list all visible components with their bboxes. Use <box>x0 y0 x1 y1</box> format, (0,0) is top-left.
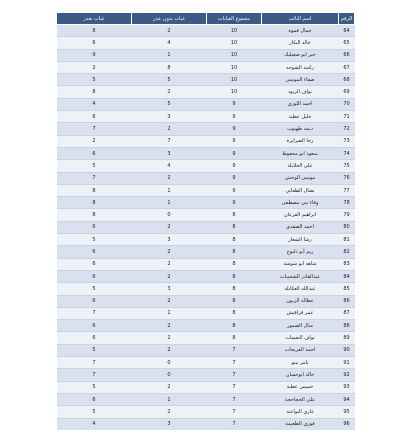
table-row <box>57 246 355 258</box>
cell-total: 9 <box>207 135 262 147</box>
table-row <box>57 258 355 270</box>
cell-with-excuse: 7 <box>57 307 132 319</box>
cell-name: خليل عطية <box>262 111 339 123</box>
table-row <box>57 418 355 430</box>
cell-name: صفاء المومني <box>262 74 339 86</box>
cell-name: غازي البواعنة <box>262 406 339 418</box>
cell-num: 79 <box>339 209 355 221</box>
table-row <box>57 197 355 209</box>
cell-name: خميس عطية <box>262 381 339 393</box>
cell-num: 93 <box>339 381 355 393</box>
table-row <box>57 172 355 184</box>
cell-name: نواف النعيمات <box>262 332 339 344</box>
absence-table <box>56 12 355 430</box>
cell-name: رجا الصرايرة <box>262 135 339 147</box>
cell-no-excuse: 2 <box>132 258 207 270</box>
cell-with-excuse: 6 <box>57 37 132 49</box>
cell-with-excuse: 6 <box>57 393 132 405</box>
cell-num: 76 <box>339 172 355 184</box>
cell-name: نضال الطعاني <box>262 184 339 196</box>
cell-total: 8 <box>207 209 262 221</box>
cell-no-excuse: 2 <box>132 320 207 332</box>
cell-num: 64 <box>339 25 355 37</box>
cell-with-excuse: 5 <box>57 160 132 172</box>
cell-total: 9 <box>207 123 262 135</box>
cell-name: ديمه طهبوب <box>262 123 339 135</box>
cell-with-excuse: 4 <box>57 98 132 110</box>
cell-total: 8 <box>207 234 262 246</box>
table-row <box>57 393 355 405</box>
cell-num: 69 <box>339 86 355 98</box>
cell-no-excuse: 2 <box>132 381 207 393</box>
cell-with-excuse: 2 <box>57 135 132 147</box>
table-header <box>57 13 355 25</box>
cell-with-excuse: 6 <box>57 295 132 307</box>
cell-total: 7 <box>207 393 262 405</box>
cell-with-excuse: 5 <box>57 344 132 356</box>
cell-no-excuse: 3 <box>132 234 207 246</box>
cell-num: 66 <box>339 49 355 61</box>
table-row <box>57 344 355 356</box>
cell-no-excuse: 1 <box>132 393 207 405</box>
cell-no-excuse: 1 <box>132 184 207 196</box>
cell-no-excuse: 0 <box>132 369 207 381</box>
cell-total: 8 <box>207 295 262 307</box>
cell-total: 10 <box>207 37 262 49</box>
table-row <box>57 111 355 123</box>
cell-num: 92 <box>339 369 355 381</box>
cell-total: 9 <box>207 184 262 196</box>
table-row <box>57 283 355 295</box>
cell-total: 7 <box>207 357 262 369</box>
cell-num: 90 <box>339 344 355 356</box>
cell-no-excuse: 0 <box>132 209 207 221</box>
cell-num: 94 <box>339 393 355 405</box>
cell-no-excuse: 3 <box>132 111 207 123</box>
table-row <box>57 270 355 282</box>
cell-no-excuse: 1 <box>132 49 207 61</box>
cell-name: عطالة الزبون <box>262 295 339 307</box>
cell-no-excuse: 2 <box>132 86 207 98</box>
table-row <box>57 184 355 196</box>
cell-name: عمر قراقيش <box>262 307 339 319</box>
cell-name: علي الخلايلة <box>262 160 339 172</box>
cell-with-excuse: 5 <box>57 406 132 418</box>
cell-num: 96 <box>339 418 355 430</box>
cell-num: 84 <box>339 270 355 282</box>
cell-name: فوزي الطعيمة <box>262 418 339 430</box>
cell-with-excuse: 7 <box>57 357 132 369</box>
cell-total: 10 <box>207 86 262 98</box>
cell-total: 8 <box>207 221 262 233</box>
cell-name: ابراهيم القرعان <box>262 209 339 221</box>
cell-no-excuse: 2 <box>132 25 207 37</box>
cell-num: 71 <box>339 111 355 123</box>
cell-num: 82 <box>339 246 355 258</box>
cell-name: راشد الشوحة <box>262 61 339 73</box>
table-row <box>57 307 355 319</box>
cell-total: 8 <box>207 258 262 270</box>
cell-total: 9 <box>207 98 262 110</box>
cell-no-excuse: 4 <box>132 160 207 172</box>
cell-total: 8 <box>207 270 262 282</box>
cell-no-excuse: 8 <box>132 61 207 73</box>
cell-total: 8 <box>207 246 262 258</box>
cell-total: 10 <box>207 74 262 86</box>
cell-no-excuse: 5 <box>132 98 207 110</box>
cell-name: شاهه ابو شوشة <box>262 258 339 270</box>
cell-with-excuse: 6 <box>57 258 132 270</box>
cell-with-excuse: 8 <box>57 25 132 37</box>
cell-total: 8 <box>207 332 262 344</box>
cell-no-excuse: 2 <box>132 221 207 233</box>
cell-with-excuse: 5 <box>57 234 132 246</box>
cell-num: 89 <box>339 332 355 344</box>
cell-name: رشا الشعار <box>262 234 339 246</box>
cell-with-excuse: 8 <box>57 197 132 209</box>
cell-num: 87 <box>339 307 355 319</box>
cell-no-excuse: 2 <box>132 344 207 356</box>
cell-with-excuse: 8 <box>57 209 132 221</box>
cell-no-excuse: 2 <box>132 406 207 418</box>
table-row <box>57 135 355 147</box>
cell-total: 9 <box>207 147 262 159</box>
cell-total: 9 <box>207 197 262 209</box>
cell-num: 85 <box>339 283 355 295</box>
cell-num: 72 <box>339 123 355 135</box>
cell-no-excuse: 1 <box>132 197 207 209</box>
cell-with-excuse: 7 <box>57 369 132 381</box>
cell-total: 7 <box>207 418 262 430</box>
cell-num: 81 <box>339 234 355 246</box>
cell-num: 78 <box>339 197 355 209</box>
table-row <box>57 332 355 344</box>
absence-table-sheet <box>56 12 353 430</box>
table-row <box>57 320 355 332</box>
cell-num: 83 <box>339 258 355 270</box>
cell-with-excuse: 5 <box>57 283 132 295</box>
cell-num: 95 <box>339 406 355 418</box>
cell-no-excuse: 2 <box>132 123 207 135</box>
cell-with-excuse: 7 <box>57 123 132 135</box>
cell-name: خير ابو صعيليك <box>262 49 339 61</box>
header-no-excuse: غياب بدون عذر <box>132 13 207 25</box>
cell-no-excuse: 2 <box>132 246 207 258</box>
cell-num: 70 <box>339 98 355 110</box>
cell-name: خالد البكار <box>262 37 339 49</box>
cell-total: 8 <box>207 320 262 332</box>
cell-no-excuse: 7 <box>132 135 207 147</box>
cell-num: 86 <box>339 295 355 307</box>
cell-total: 10 <box>207 61 262 73</box>
cell-with-excuse: 4 <box>57 418 132 430</box>
cell-with-excuse: 6 <box>57 246 132 258</box>
cell-with-excuse: 9 <box>57 49 132 61</box>
cell-num: 91 <box>339 357 355 369</box>
cell-no-excuse: 3 <box>132 418 207 430</box>
cell-with-excuse: 2 <box>57 61 132 73</box>
cell-total: 8 <box>207 307 262 319</box>
cell-name: تامر بينو <box>262 357 339 369</box>
cell-name: عبدالله العكايلة <box>262 283 339 295</box>
cell-name: سعود ابو محفوظ <box>262 147 339 159</box>
cell-no-excuse: 4 <box>132 37 207 49</box>
table-row <box>57 86 355 98</box>
cell-no-excuse: 2 <box>132 172 207 184</box>
cell-no-excuse: 3 <box>132 283 207 295</box>
table-row <box>57 369 355 381</box>
table-row <box>57 406 355 418</box>
cell-with-excuse: 8 <box>57 86 132 98</box>
cell-num: 73 <box>339 135 355 147</box>
cell-name: احمد الفريحات <box>262 344 339 356</box>
cell-name: موسى الوحش <box>262 172 339 184</box>
table-row <box>57 381 355 393</box>
cell-no-excuse: 5 <box>132 74 207 86</box>
table-row <box>57 234 355 246</box>
header-with-excuse: غياب بعذر <box>57 13 132 25</box>
header-total: مجموع الغيابات <box>207 13 262 25</box>
cell-with-excuse: 6 <box>57 147 132 159</box>
cell-total: 9 <box>207 160 262 172</box>
cell-total: 8 <box>207 283 262 295</box>
table-row <box>57 357 355 369</box>
cell-name: ريم أبو دلبوح <box>262 246 339 258</box>
header-name: اسم النائب <box>262 13 339 25</box>
cell-with-excuse: 6 <box>57 270 132 282</box>
cell-name: جمال قموه <box>262 25 339 37</box>
cell-with-excuse: 5 <box>57 381 132 393</box>
cell-name: احمد الصفدي <box>262 221 339 233</box>
cell-no-excuse: 0 <box>132 357 207 369</box>
cell-num: 88 <box>339 320 355 332</box>
header-row <box>57 13 355 25</box>
cell-with-excuse: 6 <box>57 332 132 344</box>
table-row <box>57 74 355 86</box>
cell-name: منال الضمور <box>262 320 339 332</box>
table-row <box>57 160 355 172</box>
header-num: الرقم <box>339 13 355 25</box>
table-row <box>57 49 355 61</box>
cell-name: خالد ابوحسان <box>262 369 339 381</box>
cell-num: 67 <box>339 61 355 73</box>
table-row <box>57 37 355 49</box>
cell-name: وفاء بني مصطفى <box>262 197 339 209</box>
cell-num: 74 <box>339 147 355 159</box>
table-body <box>57 25 355 430</box>
cell-total: 7 <box>207 381 262 393</box>
cell-total: 7 <box>207 344 262 356</box>
cell-with-excuse: 7 <box>57 172 132 184</box>
cell-total: 10 <box>207 25 262 37</box>
cell-total: 9 <box>207 111 262 123</box>
table-row <box>57 61 355 73</box>
table-row <box>57 25 355 37</box>
cell-name: نواف الزيود <box>262 86 339 98</box>
table-row <box>57 147 355 159</box>
cell-num: 77 <box>339 184 355 196</box>
cell-no-excuse: 2 <box>132 270 207 282</box>
table-row <box>57 295 355 307</box>
cell-total: 10 <box>207 49 262 61</box>
cell-no-excuse: 1 <box>132 307 207 319</box>
cell-name: احمد اللوزي <box>262 98 339 110</box>
table-row <box>57 123 355 135</box>
cell-with-excuse: 6 <box>57 111 132 123</box>
cell-total: 9 <box>207 172 262 184</box>
table-row <box>57 221 355 233</box>
cell-num: 75 <box>339 160 355 172</box>
cell-num: 68 <box>339 74 355 86</box>
cell-num: 65 <box>339 37 355 49</box>
cell-with-excuse: 6 <box>57 320 132 332</box>
cell-total: 7 <box>207 406 262 418</box>
cell-num: 80 <box>339 221 355 233</box>
cell-name: علي الحجاحجة <box>262 393 339 405</box>
cell-with-excuse: 8 <box>57 184 132 196</box>
cell-with-excuse: 6 <box>57 221 132 233</box>
table-row <box>57 98 355 110</box>
cell-with-excuse: 5 <box>57 74 132 86</box>
cell-no-excuse: 2 <box>132 332 207 344</box>
cell-name: عبدالقادر الشخيبات <box>262 270 339 282</box>
table-row <box>57 209 355 221</box>
cell-no-excuse: 2 <box>132 295 207 307</box>
cell-total: 7 <box>207 369 262 381</box>
cell-no-excuse: 3 <box>132 147 207 159</box>
